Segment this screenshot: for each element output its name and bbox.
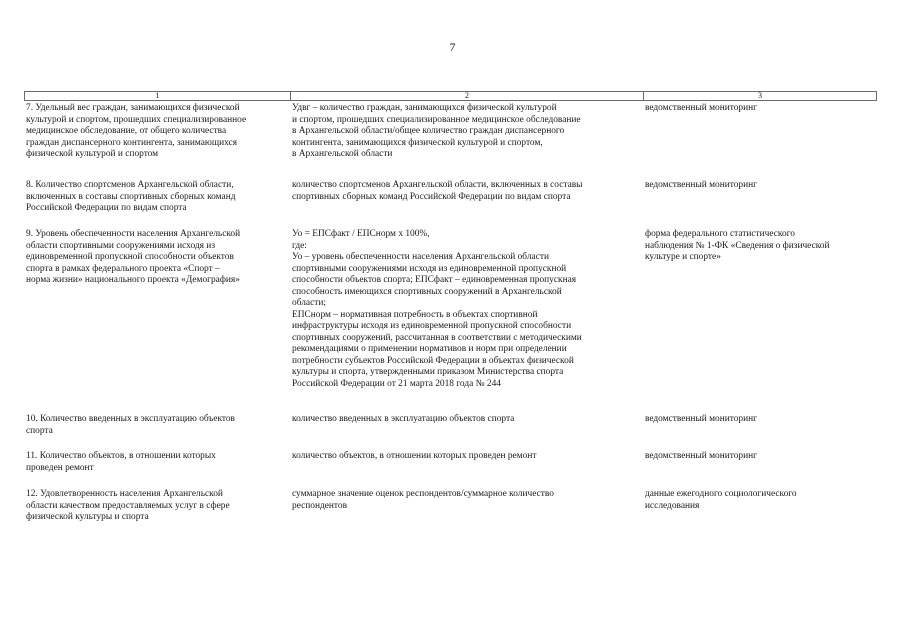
indicator-name: 10. Количество введенных в эксплуатацию объектов спорта xyxy=(26,414,235,436)
data-source: ведомственный мониторинг xyxy=(645,103,757,113)
data-source: ведомственный мониторинг xyxy=(645,414,757,424)
data-source: ведомственный мониторинг xyxy=(645,451,757,461)
indicator-name: 9. Уровень обеспеченности населения Архангельской области спортивными сооружениями исходя из единовременной пропускной способности объектов спорта в рамках федерального проекта «Спорт – норма жизни» национального проекта «Демография» xyxy=(26,229,241,285)
calculation-method: количество объектов, в отношении которых проведен ремонт xyxy=(292,451,537,461)
table-header xyxy=(24,91,877,101)
page-number: 7 xyxy=(449,40,456,54)
column-header-1: 1 xyxy=(25,92,291,100)
indicator-name: 7. Удельный вес граждан, занимающихся физической культурой и спортом, прошедших специализированное медицинское обследование, от общего количества граждан диспансерного контингента, занимающихся физической культурой и спортом xyxy=(26,103,247,159)
data-source: данные ежегодного социологического исследования xyxy=(645,489,797,511)
indicator-name: 11. Количество объектов, в отношении которых проведен ремонт xyxy=(26,451,216,473)
data-source: ведомственный мониторинг xyxy=(645,180,757,190)
column-header-2: 2 xyxy=(291,92,644,100)
column-header-3: 3 xyxy=(758,91,762,100)
calculation-method: Уо = ЕПСфакт / ЕПСнорм х 100%, где: Уо – уровень обеспеченности населения Архангельской области спортивными сооружениями исходя из единовременной пропускной способности объектов спорта; ЕПСфакт – единовременная пропускная способность имеющихся спортивных сооружений в Архангельской области; ЕПСнорм – нормативная потребность в объектах спортивной инфраструктуры исходя из единовременной пропускной способности спортивных сооружений, рассчитанная в соответствии с методическими рекомендациями о применении нормативов и норм при определении потребности субъектов Российской Федерации в объектах физической культуры и спорта, утвержденными приказом Министерства спорта Российской Федерации от 21 марта 2018 года № 244 xyxy=(292,229,582,389)
calculation-method: Удвг – количество граждан, занимающихся физической культурой и спортом, прошедших специализированное медицинское обследование в Архангельской области/общее количество граждан диспансерного контингента, занимающихся физической культурой и спортом, в Архангельской области xyxy=(292,103,581,159)
data-source: форма федерального статистического наблюдения № 1-ФК «Сведения о физической культуре и спорте» xyxy=(645,229,830,262)
calculation-method: количество введенных в эксплуатацию объектов спорта xyxy=(292,414,515,424)
indicator-name: 8. Количество спортсменов Архангельской области, включенных в составы спортивных сборных команд Российской Федерации по видам спорта xyxy=(26,180,236,213)
indicator-name: 12. Удовлетворенность населения Архангельской области качеством предоставляемых услуг в сфере физической культуры и спорта xyxy=(26,489,230,522)
calculation-method: количество спортсменов Архангельской области, включенных в составы спортивных сборных команд Российской Федерации по видам спорта xyxy=(292,180,583,202)
calculation-method: суммарное значение оценок респондентов/суммарное количество респондентов xyxy=(292,489,554,511)
